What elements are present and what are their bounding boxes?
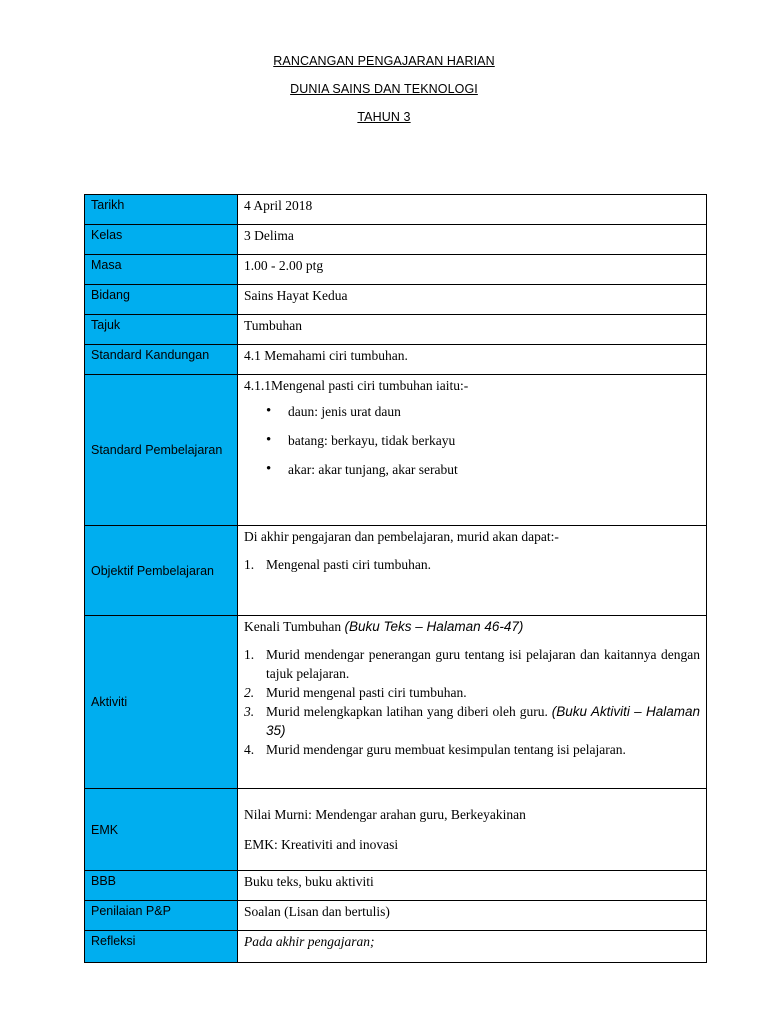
value-bidang: Sains Hayat Kedua <box>238 285 707 315</box>
row-refleksi <box>85 931 707 963</box>
label-objektif: Objektif Pembelajaran <box>85 526 238 616</box>
label-masa: Masa <box>85 255 238 285</box>
value-bbb: Buku teks, buku aktiviti <box>238 871 707 901</box>
value-kelas: 3 Delima <box>238 225 707 255</box>
label-refleksi: Refleksi <box>85 931 238 963</box>
row-standard-kandungan <box>85 345 707 375</box>
label-standard-kandungan: Standard Kandungan <box>85 345 238 375</box>
value-emk <box>238 789 707 871</box>
row-bbb <box>85 871 707 901</box>
standard-pembelajaran-list <box>244 404 700 478</box>
row-bidang <box>85 285 707 315</box>
row-objektif <box>85 526 707 616</box>
row-aktiviti <box>85 616 707 789</box>
list-item: • batang: berkayu, tidak berkayu <box>266 433 700 449</box>
value-tarikh: 4 April 2018 <box>238 195 707 225</box>
item-number: 1. <box>244 557 255 572</box>
label-bbb: BBB <box>85 871 238 901</box>
item-text: Murid mendengar guru membuat kesimpulan tentang isi pelajaran. <box>266 742 626 757</box>
item-text: Murid mengenal pasti ciri tumbuhan. <box>266 685 467 700</box>
emk-kreativiti: EMK: Kreativiti and inovasi <box>244 836 399 852</box>
row-masa <box>85 255 707 285</box>
value-tajuk: Tumbuhan <box>238 315 707 345</box>
row-tajuk <box>85 315 707 345</box>
value-standard-kandungan: 4.1 Memahami ciri tumbuhan. <box>238 345 707 375</box>
label-emk: EMK <box>85 789 238 871</box>
value-objektif <box>238 526 707 616</box>
row-tarikh <box>85 195 707 225</box>
value-refleksi: Pada akhir pengajaran; <box>238 931 707 963</box>
label-standard-pembelajaran: Standard Pembelajaran <box>85 375 238 526</box>
doc-title: RANCANGAN PENGAJARAN HARIAN <box>273 54 495 68</box>
label-tarikh: Tarikh <box>85 195 238 225</box>
item-text: Murid melengkapkan latihan yang diberi oleh guru. <box>266 704 552 719</box>
label-tajuk: Tajuk <box>85 315 238 345</box>
row-penilaian <box>85 901 707 931</box>
aktiviti-list <box>244 645 700 759</box>
list-item <box>244 683 700 702</box>
item-text: Mengenal pasti ciri tumbuhan. <box>266 557 431 572</box>
row-kelas <box>85 225 707 255</box>
emk-nilai-murni: Nilai Murni: Mendengar arahan guru, Berkeyakinan <box>244 806 526 822</box>
list-item <box>244 645 700 683</box>
row-emk <box>85 789 707 871</box>
item-number: 3. <box>244 704 255 719</box>
aktiviti-title-text: Kenali Tumbuhan <box>244 619 345 634</box>
list-item: • akar: akar tunjang, akar serabut <box>266 462 700 478</box>
aktiviti-title-ref: (Buku Teks – Halaman 46-47) <box>344 619 524 634</box>
value-masa: 1.00 - 2.00 ptg <box>238 255 707 285</box>
objektif-list <box>244 555 700 574</box>
lesson-plan-table <box>84 194 707 963</box>
label-penilaian: Penilaian P&P <box>85 901 238 931</box>
value-aktiviti <box>238 616 707 789</box>
label-aktiviti: Aktiviti <box>85 616 238 789</box>
value-penilaian: Soalan (Lisan dan bertulis) <box>238 901 707 931</box>
standard-pembelajaran-intro: 4.1.1Mengenal pasti ciri tumbuhan iaitu:- <box>244 378 469 393</box>
value-standard-pembelajaran <box>238 375 707 526</box>
item-ref: (Buku Aktiviti – Halaman 35) <box>266 704 700 738</box>
list-item <box>244 740 700 759</box>
item-number: 2. <box>244 685 255 700</box>
doc-subject: DUNIA SAINS DAN TEKNOLOGI <box>290 82 478 96</box>
item-number: 4. <box>244 742 255 757</box>
doc-year: TAHUN 3 <box>357 110 411 124</box>
list-item: • daun: jenis urat daun <box>266 404 700 420</box>
label-kelas: Kelas <box>85 225 238 255</box>
list-item <box>244 702 700 740</box>
item-text: Murid mendengar penerangan guru tentang isi pelajaran dan kaitannya dengan tajuk pelajaran. <box>266 647 700 681</box>
list-item <box>244 555 700 574</box>
item-number: 1. <box>244 647 255 662</box>
objektif-intro: Di akhir pengajaran dan pembelajaran, murid akan dapat:- <box>244 529 559 544</box>
aktiviti-title <box>244 619 700 635</box>
label-bidang: Bidang <box>85 285 238 315</box>
row-standard-pembelajaran <box>85 375 707 526</box>
